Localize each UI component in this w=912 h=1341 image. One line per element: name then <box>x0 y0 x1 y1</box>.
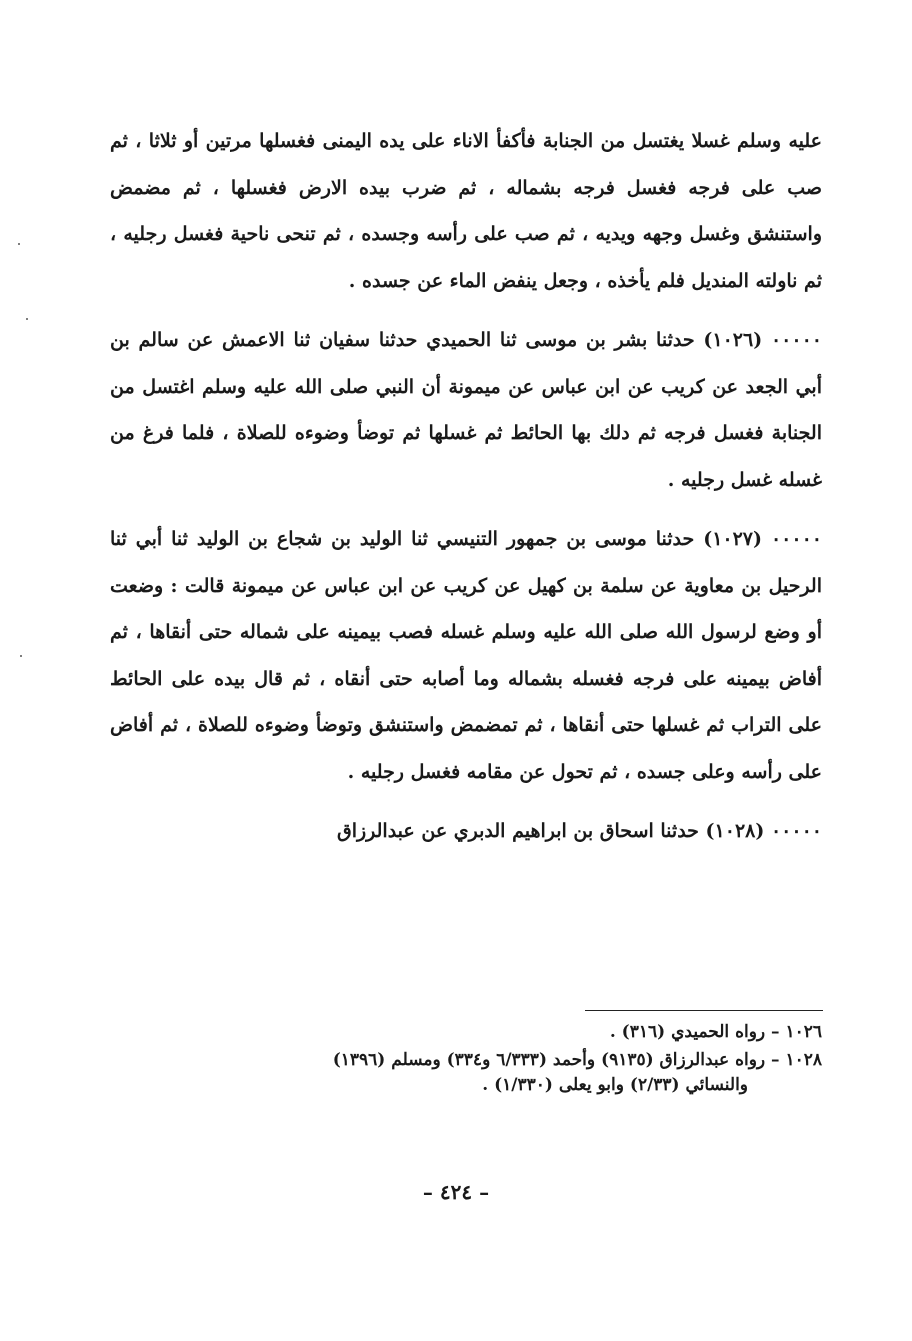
footnote <box>110 1020 822 1045</box>
paragraph: ٠٠٠٠٠ (١٠٢٧) حدثنا موسى بن جمهور التنيسي ثنا الوليد بن شجاع بن الوليد ثنا أبي ثنا الرحيل بن معاوية عن سلمة بن كهيل عن كريب عن ابن عباس عن ميمونة قالت : وضعت أو وضع لرسول الله صلى الله عليه وسلم غسله فصب بيمينه على شماله حتى أنقاها ، ثم أفاض بيمينه على فرجه فغسله بشماله وما أصابه حتى أنقاه ، ثم قال بيده على الحائط على التراب ثم غسلها حتى أنقاها ، ثم تمضمض واستنشق وتوضأ وضوءه للصلاة ، ثم أفاض على رأسه وعلى جسده ، ثم تحول عن مقامه فغسل رجليه . <box>110 528 822 783</box>
footnote-text: – رواه الحميدي (٣١٦) . <box>609 1022 780 1042</box>
page-number: – ٤٢٤ – <box>422 1180 490 1204</box>
footnote <box>110 1048 822 1098</box>
footnote-continuation: والنسائي (٢/٣٣) وابو يعلى (١/٣٣٠) . <box>482 1075 748 1095</box>
scan-speck <box>18 243 20 245</box>
paragraph: عليه وسلم غسلا يغتسل من الجنابة فأكفأ الاناء على يده اليمنى فغسلها مرتين أو ثلاثا ، ثم صب على فرجه فغسل فرجه بشماله ، ثم ضرب بيده الارض فغسلها ، ثم مضمض واستنشق وغسل وجهه ويديه ، ثم صب على رأسه وجسده ، ثم تنحى ناحية فغسل رجليه ، ثم ناولته المنديل فلم يأخذه ، وجعل ينفض الماء عن جسده . <box>110 130 822 292</box>
paragraph: ٠٠٠٠٠ (١٠٢٦) حدثنا بشر بن موسى ثنا الحميدي حدثنا سفيان ثنا الاعمش عن سالم بن أبي الجعد عن كريب عن ابن عباس عن ميمونة أن النبي صلى الله عليه وسلم اغتسل من الجنابة فغسل فرجه ثم دلك بها الحائط ثم غسلها ثم توضأ وضوءه للصلاة ، فلما فرغ من غسله غسل رجليه . <box>110 329 822 491</box>
footnotes <box>110 1020 822 1101</box>
footnote-number: ١٠٢٦ <box>785 1022 822 1042</box>
footnote-number: ١٠٢٨ <box>785 1050 822 1070</box>
footnote-text: – رواه عبدالرزاق (٩١٣٥) وأحمد (٦/٣٣٣ و٣٣٤) ومسلم (١٣٩٦) <box>332 1050 780 1070</box>
scan-speck <box>26 318 28 320</box>
main-text <box>110 118 822 855</box>
scan-speck <box>20 655 22 657</box>
footnote-separator <box>585 1010 823 1011</box>
paragraph: ٠٠٠٠٠ (١٠٢٨) حدثنا اسحاق بن ابراهيم الدبري عن عبدالرزاق <box>336 820 822 842</box>
